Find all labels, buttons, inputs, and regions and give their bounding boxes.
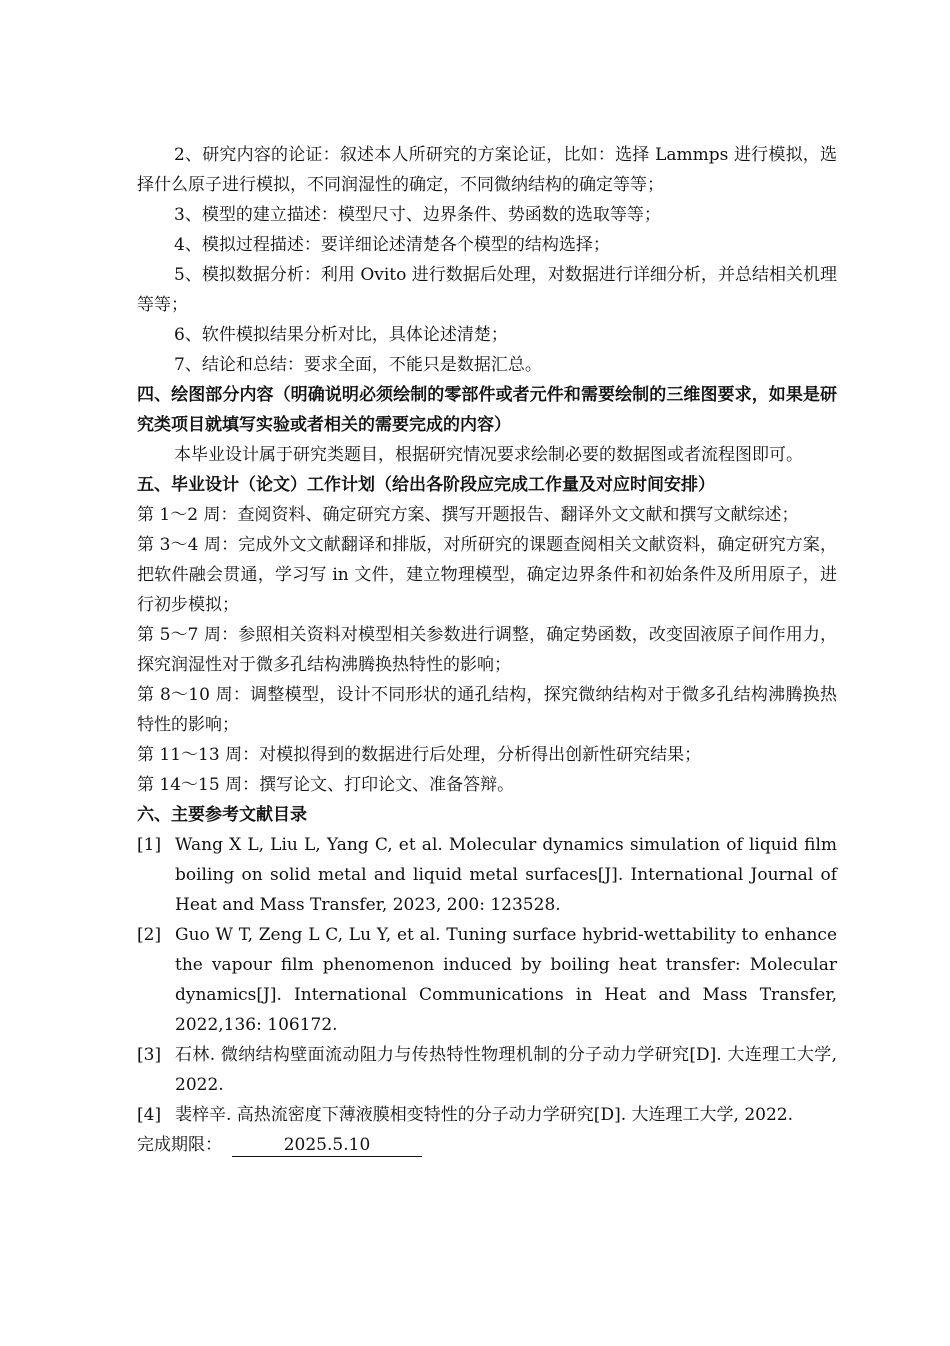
deadline-row (137, 1130, 837, 1160)
week-plan-item: 第 3～4 周：完成外文文献翻译和排版，对所研究的课题查阅相关文献资料，确定研究方案，把软件融会贯通，学习写 in 文件，建立物理模型，确定边界条件和初始条件及所用原子，进行初步模拟； (137, 535, 837, 615)
section4-body: 本毕业设计属于研究类题目，根据研究情况要求绘制必要的数据图或者流程图即可。 (174, 445, 803, 465)
reference-text: 裴梓辛. 高热流密度下薄液膜相变特性的分子动力学研究[D]. 大连理工大学, 2022. (175, 1105, 793, 1125)
content-item-7: 7、结论和总结：要求全面，不能只是数据汇总。 (174, 355, 542, 375)
reference-item (137, 1040, 837, 1100)
section6-heading: 六、主要参考文献目录 (137, 805, 307, 825)
reference-text: Wang X L, Liu L, Yang C, et al. Molecular dynamics simulation of liquid film boiling on solid metal and liquid metal surfaces[J]. International Journal of Heat and Mass Transfer, 2023, 200: 123528. (175, 835, 837, 915)
reference-number: [2] (137, 925, 162, 945)
week-plan-item: 第 5～7 周：参照相关资料对模型相关参数进行调整，确定势函数，改变固液原子间作用力，探究润湿性对于微多孔结构沸腾换热特性的影响； (137, 625, 837, 675)
week-plan-item: 第 14～15 周：撰写论文、打印论文、准备答辩。 (137, 775, 515, 795)
week-plan-item: 第 1～2 周：查阅资料、确定研究方案、撰写开题报告、翻译外文文献和撰写文献综述； (137, 505, 799, 525)
reference-text: Guo W T, Zeng L C, Lu Y, et al. Tuning surface hybrid-wettability to enhance the vapour film phenomenon induced by boiling heat transfer: Molecular dynamics[J]. International Communications in Heat and Mass Transfer, 2022,136: 106172. (175, 925, 837, 1035)
content-item-3: 3、模型的建立描述：模型尺寸、边界条件、势函数的选取等等； (174, 205, 661, 225)
document-page (137, 140, 837, 1160)
reference-item (137, 920, 837, 1040)
deadline-value: 2025.5.10 (232, 1134, 422, 1157)
content-item-6: 6、软件模拟结果分析对比，具体论述清楚； (174, 325, 508, 345)
content-item-2: 2、研究内容的论证：叙述本人所研究的方案论证，比如：选择 Lammps 进行模拟，选择什么原子进行模拟，不同润湿性的确定，不同微纳结构的确定等等； (137, 145, 837, 195)
reference-number: [1] (137, 835, 162, 855)
reference-number: [4] (137, 1105, 162, 1125)
week-plan-item: 第 8～10 周：调整模型，设计不同形状的通孔结构，探究微纳结构对于微多孔结构沸腾换热特性的影响； (137, 685, 837, 735)
reference-item (137, 830, 837, 920)
reference-number: [3] (137, 1045, 162, 1065)
week-plan-item: 第 11～13 周：对模拟得到的数据进行后处理，分析得出创新性研究结果； (137, 745, 702, 765)
section4-heading: 四、绘图部分内容（明确说明必须绘制的零部件或者元件和需要绘制的三维图要求，如果是研究类项目就填写实验或者相关的需要完成的内容） (137, 385, 837, 435)
section5-heading: 五、毕业设计（论文）工作计划（给出各阶段应完成工作量及对应时间安排） (137, 475, 715, 495)
reference-text: 石林. 微纳结构壁面流动阻力与传热特性物理机制的分子动力学研究[D]. 大连理工大学, 2022. (175, 1045, 837, 1095)
reference-item (137, 1100, 837, 1130)
content-item-5: 5、模拟数据分析：利用 Ovito 进行数据后处理，对数据进行详细分析，并总结相关机理等等； (137, 265, 837, 315)
content-item-4: 4、模拟过程描述：要详细论述清楚各个模型的结构选择； (174, 235, 610, 255)
deadline-label: 完成期限： (137, 1135, 222, 1155)
